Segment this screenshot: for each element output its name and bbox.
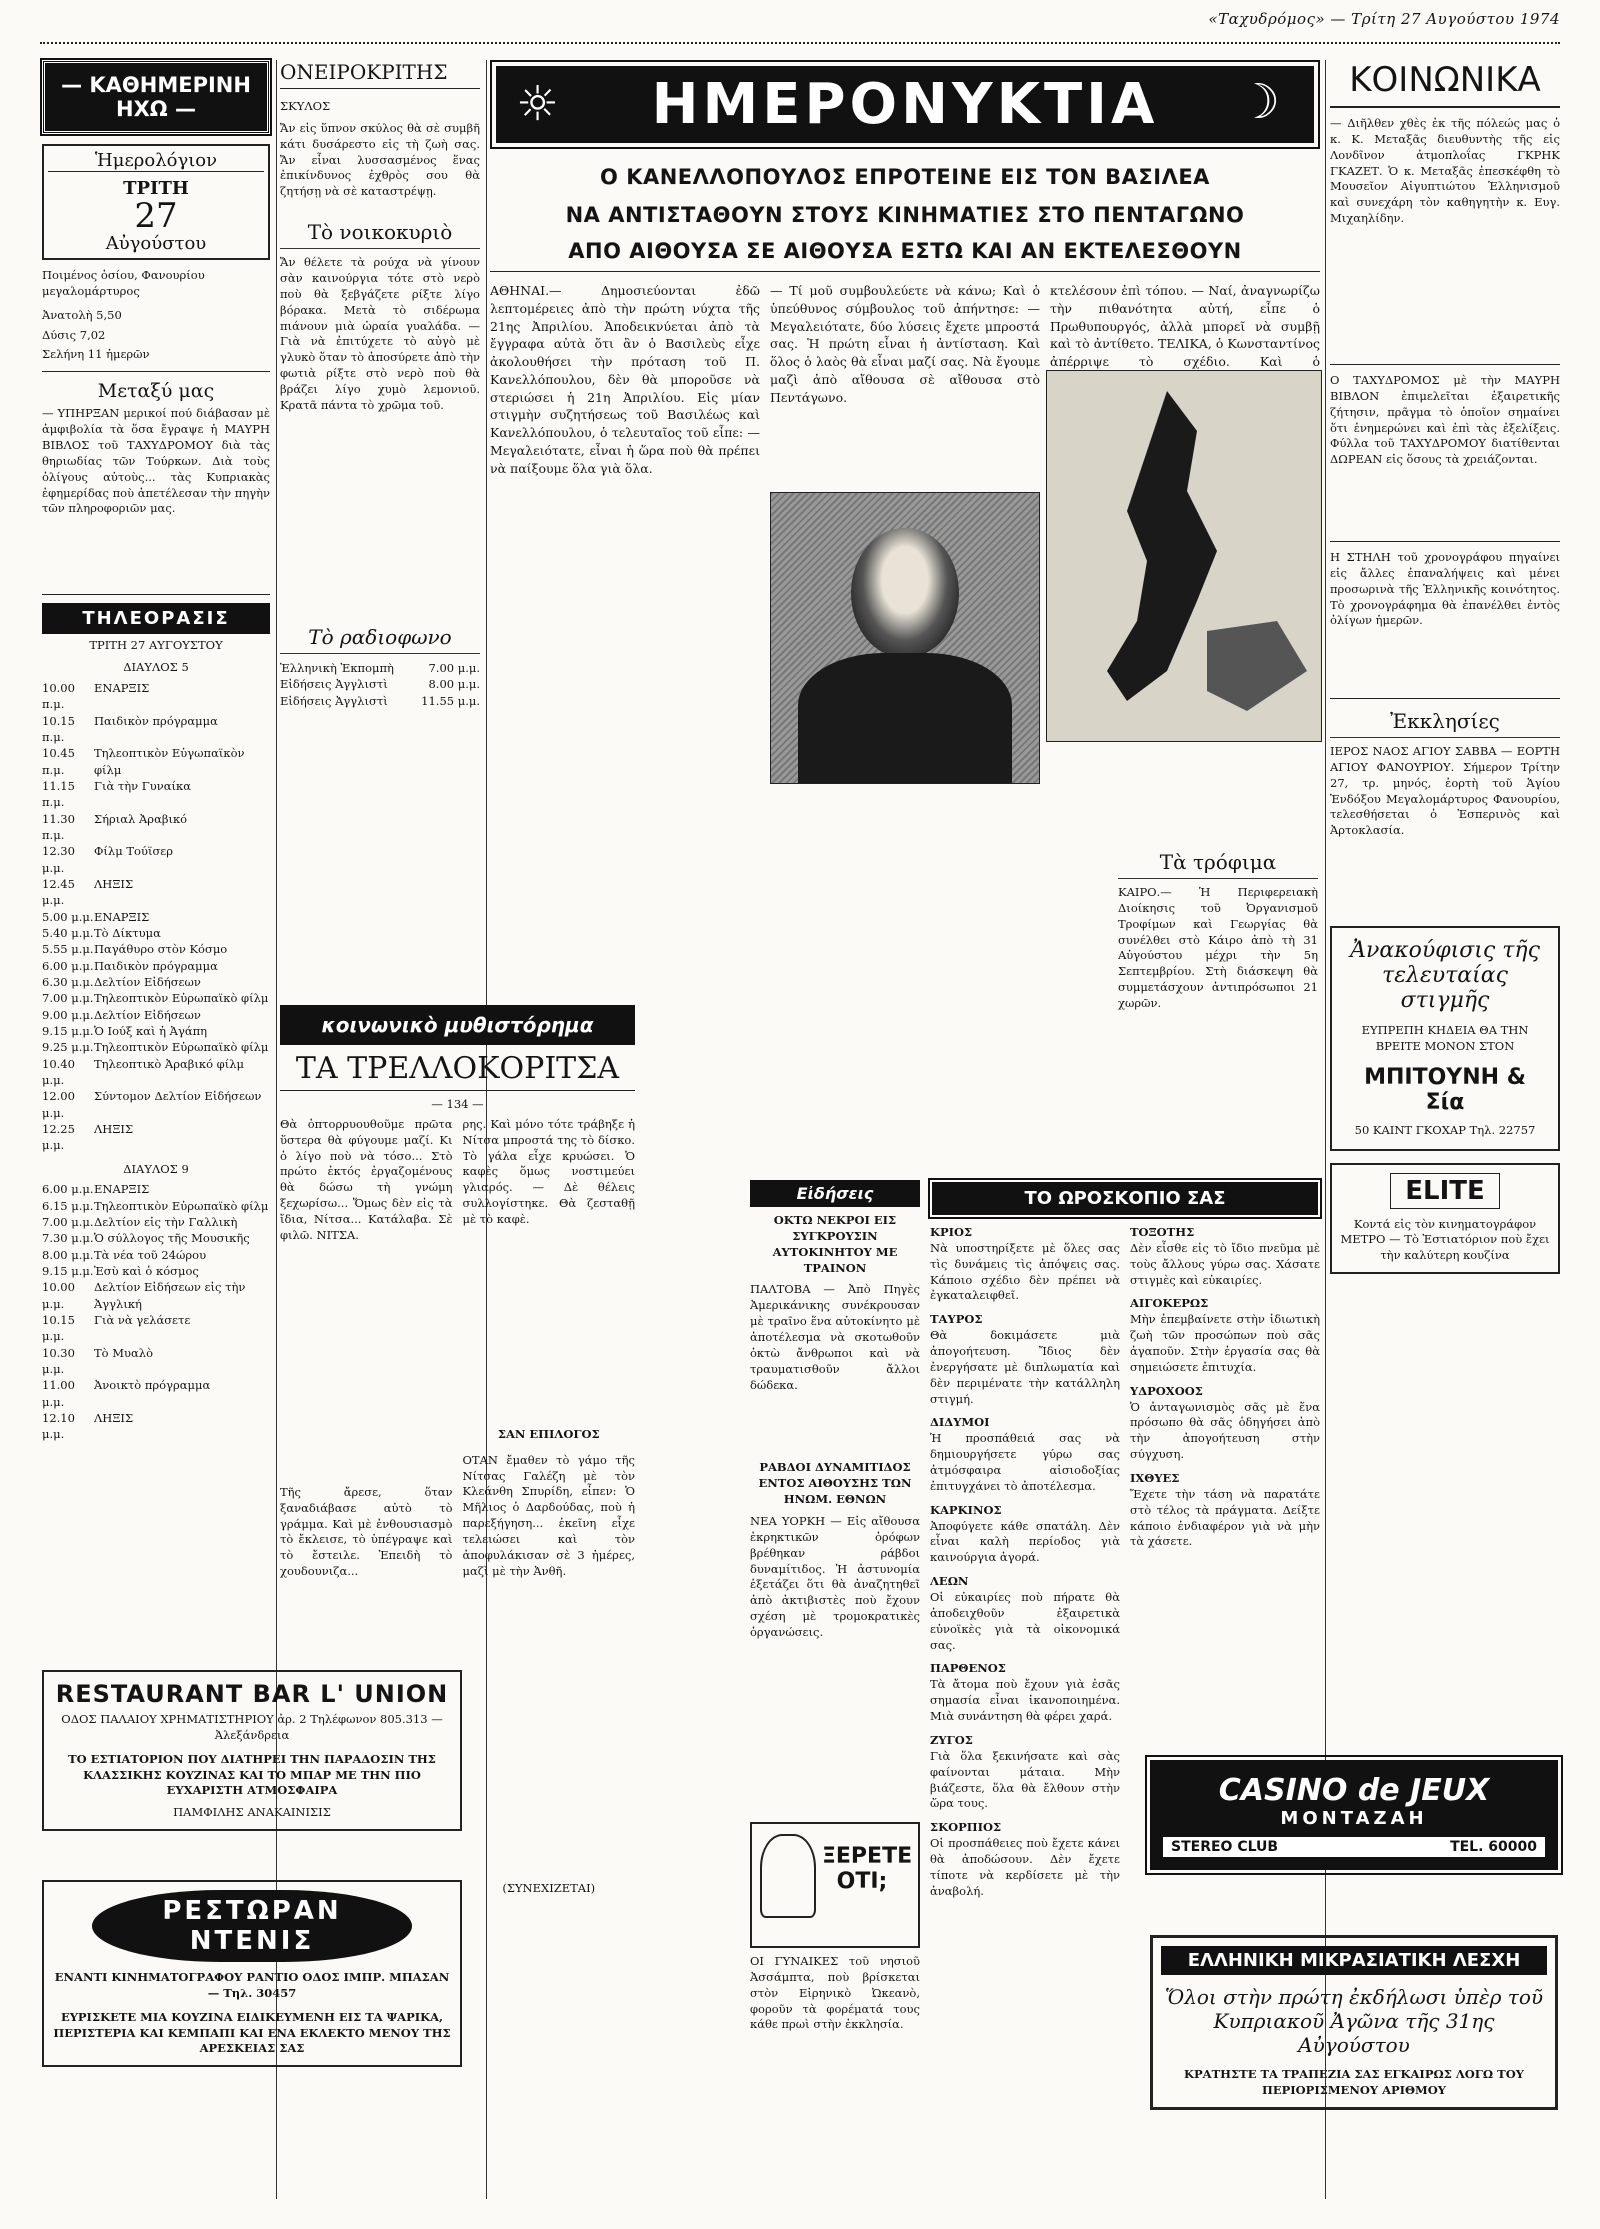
calendar-month: Αὐγούστου <box>105 233 207 254</box>
programme-time: 5.00 μ.μ. <box>42 909 94 924</box>
main-deck: Ο ΚΑΝΕΛΛΟΠΟΥΛΟΣ ΕΠΡΟΤΕΙΝΕ ΕΙΣ ΤΟΝ ΒΑΣΙΛΕΑ <box>600 165 1210 189</box>
radio-schedule <box>280 660 480 709</box>
koinonika-title: ΚΟΙΝΩΝΙΚΑ <box>1330 60 1560 108</box>
programme-title: Τὰ νέα τοῦ 24ώρου <box>94 1247 207 1262</box>
programme-time: 6.30 μ.μ. <box>42 974 94 989</box>
horoscope-sign <box>1130 1384 1320 1463</box>
programme-title: ΕΝΑΡΞΙΣ <box>94 1182 150 1197</box>
programme-time: 10.40 μ.μ. <box>42 1056 75 1087</box>
horoscope-sign-name: ΑΙΓΟΚΕΡΩΣ <box>1130 1296 1209 1311</box>
column-2 <box>280 60 480 709</box>
eidiseis-section <box>750 1180 920 2033</box>
tv-programme-row <box>42 1247 270 1263</box>
calendar-saints: Ποιμένος ὁσίου, Φανουρίου μεγαλομάρτυρος <box>42 268 205 298</box>
novel-epilogue-title: ΣΑΝ ΕΠΙΛΟΓΟΣ <box>497 1426 600 1441</box>
lesxi-text: Ὅλοι στὴν πρώτη ἐκδήλωσι ὑπὲρ τοῦ Κυπριακοῦ Ἀγῶνα τῆς 31ης Αὐγούστου <box>1164 1985 1544 2057</box>
ntenis-fish-logo: ΡΕΣΤΩΡΑΝ ΝΤΕΝΙΣ <box>92 1890 412 1962</box>
trofima-section <box>1118 840 1318 1115</box>
programme-title: Τηλεοπτικὸ Ἀραβικό φίλμ <box>94 1056 245 1071</box>
horoscope-sign-text: Οἱ εὐκαιρίες ποὺ πήρατε θὰ ἀποδειχθοῦν ἐξαιρετικὰ εὐνοϊκὲς γιὰ τὰ οἰκονομικά σας. <box>930 1590 1120 1652</box>
noikokyrio-title: Τὸ νοικοκυριὸ <box>280 218 480 249</box>
programme-title: Τηλεοπτικὸν Εὐγωπαϊκὸν φίλμ <box>94 746 245 777</box>
horoscope-sign-name: ΤΑΥΡΟΣ <box>930 1312 983 1327</box>
tv-programme-row <box>42 713 270 746</box>
column-4 <box>1330 60 1560 1274</box>
calendar-day: ΤΡΙΤΗ <box>123 178 189 199</box>
radio-title: Τὸ ραδιοφωνο <box>280 623 480 654</box>
radio-row <box>280 693 480 709</box>
tv-programme-row <box>42 1230 270 1246</box>
horoscope-sign <box>930 1820 1120 1899</box>
programme-time: 9.25 μ.μ. <box>42 1040 94 1055</box>
horoscope-sign-text: Θὰ δοκιμάσετε μιὰ ἀπογοήτευση. Ἴδιος δὲν ἐνεργήσατε μὲ διπλωματία καὶ δὲν περιμένατε τὴν κατάλληλη στιγμή. <box>930 1328 1120 1406</box>
horoscope-sign-text: Μὴν ἐπεμβαίνετε στὴν ἰδιωτικὴ ζωὴ τῶν προσώπων ποὺ σᾶς ἀγαποῦν. Στὴν ἐργασία σας θὰ σημειώσετε ἐπιτυχία. <box>1130 1312 1320 1374</box>
horoscope-col-left <box>930 1225 1120 1908</box>
programme-time: 12.00 μ.μ. <box>42 1089 75 1120</box>
hmeronyktia-title: ☼ ΗΜΕΡΟΝΥΚΤΙΑ ☽ <box>496 66 1314 143</box>
programme-title: Τηλεοπτικὸν Εὐρωπαϊκὸ φίλμ <box>94 1198 269 1213</box>
horoscope-sign <box>930 1415 1120 1494</box>
programme-title: Παιδικὸν πρόγραμμα <box>94 958 218 973</box>
tv-channel-9: ΔΙΑΥΛΟΣ 9 <box>123 1161 189 1176</box>
tv-programme-row <box>42 1181 270 1197</box>
column-rule <box>276 60 277 2199</box>
union-footer: ΠΑΜΦΙΛΗΣ ΑΝΑΚΑΙΝΙΣΙΣ <box>173 1805 331 1820</box>
ekklisies-text: ΙΕΡΟΣ ΝΑΟΣ ΑΓΙΟΥ ΣΑΒΒΑ — ΕΟΡΤΗ ΑΓΙΟΥ ΦΑΝΟΥΡΙΟΥ. Σήμερον Τρίτην 27, τρ. μηνός, ἑορτὴ τοῦ Ἁγίου Ἐνδόξου Μεγαλομάρτυρος Φανουρίου, τελεσθήσεται ὁ Ἑσπερινὸς καὶ Ἀρτοκλασία. <box>1330 744 1560 838</box>
horoscope-sign-text: Ἔχετε τὴν τάση νὰ παρατάτε στὸ τέλος τὰ πράγματα. Δείξτε κάποιο ἐνδιαφέρον γιὰ νὰ μὴν τὰ χάσετε. <box>1130 1486 1320 1549</box>
horoscope-sign-name: ΤΟΞΟΤΗΣ <box>1130 1225 1195 1239</box>
horoscope-sign-name: ΠΑΡΘΕΝΟΣ <box>930 1661 1006 1676</box>
programme-title: Δελτίον Εἰδήσεων εἰς τὴν Ἀγγλική <box>94 1280 246 1311</box>
programme-title: Ὁ Ιούξ καὶ ἡ Ἀγάπη <box>94 1023 208 1038</box>
programme-time: 7.00 μ.μ. <box>42 1215 94 1230</box>
horoscope-sign <box>930 1661 1120 1724</box>
tv-programme-5 <box>42 680 270 1154</box>
oneirokritis-title: ΟΝΕΙΡΟΚΡΙΤΗΣ <box>280 60 480 89</box>
sunrise: Ἀνατολὴ 5,50 <box>42 307 122 322</box>
divider <box>1330 541 1560 542</box>
mpitouni-name: ΜΠΙΤΟΥΝΗ & Σία <box>1364 1064 1526 1115</box>
horoscope-sign <box>930 1733 1120 1812</box>
koinonika-text-3: Η ΣΤΗΛΗ τοῦ χρονογράφου πηγαίνει εἰς ἄλλες ἐπαναλήψεις καὶ μένει προσωρινὰ τῆς Ἑλληνικῆς κοινότητος. Τὸ χρονογράφημα θὰ ἐπανέλθει ἐντὸς ὀλίγων ἡμερῶν. <box>1330 550 1560 628</box>
programme-title: ΛΗΞΙΣ <box>94 876 134 891</box>
programme-time: 10.15 π.μ. <box>42 713 75 744</box>
trofima-title: Τὰ τρόφιμα <box>1118 848 1318 879</box>
horoscope-sign-name: ΚΡΙΟΣ <box>930 1225 973 1239</box>
horoscope-sign <box>930 1312 1120 1407</box>
programme-title: Παιδικὸν πρόγραμμα <box>94 713 218 728</box>
radio-time: 11.55 μ.μ. <box>421 693 480 708</box>
novel-banner: κοινωνικὸ μυθιστόρημα <box>280 1005 635 1045</box>
radio-programme: Εἰδήσεις Ἀγγλιστὶ <box>280 677 388 692</box>
tv-programme-row <box>42 778 270 811</box>
tv-programme-row <box>42 1039 270 1055</box>
sunset: Δύσις 7,02 <box>42 327 106 342</box>
programme-time: 12.10 μ.μ. <box>42 1410 75 1442</box>
tv-programme-row <box>42 1263 270 1279</box>
programme-title: Ὁ σύλλογος τῆς Μουσικῆς <box>94 1231 250 1246</box>
programme-title: ΛΗΞΙΣ <box>94 1121 134 1136</box>
eidiseis-text-1: ΠΑΛΤΟΒΑ — Ἀπὸ Πηγὲς Ἀμερικάνικης συνέκρουσαν μὲ τραῖνο ἕνα αὐτοκίνητο μὲ ἀποτέλεσμα νὰ σκοτωθοῦν ὀκτὼ ἄνθρωποι καὶ νὰ τραυματισθοῦν ἄλλοι δώδεκα. <box>750 1282 920 1392</box>
horoscope-sign-name: ΛΕΩΝ <box>930 1574 969 1589</box>
divider <box>1330 364 1560 365</box>
casino-name: CASINO de JEUX <box>1218 1773 1490 1808</box>
divider <box>42 594 270 595</box>
map-figure <box>1046 370 1322 742</box>
union-address: ΟΔΟΣ ΠΑΛΑΙΟΥ ΧΡΗΜΑΤΙΣΤΗΡΙΟΥ ἀρ. 2 Τηλέφωνον 805.313 — Ἀλεξάνδρεια <box>61 1712 443 1742</box>
programme-title: Δελτίον Εἰδήσεων <box>94 974 201 989</box>
programme-time: 11.30 π.μ. <box>42 811 75 842</box>
tv-programme-row <box>42 1377 270 1410</box>
tv-programme-row <box>42 843 270 876</box>
eidiseis-headline-1: ΟΚΤΩ ΝΕΚΡΟΙ ΕΙΣ ΣΥΓΚΡΟΥΣΙΝ ΑΥΤΟΚΙΝΗΤΟΥ ΜΕ ΤΡΑΙΝΟΝ <box>772 1213 898 1275</box>
horoscope-sign <box>1130 1471 1320 1550</box>
programme-time: 9.00 μ.μ. <box>42 1007 94 1022</box>
horoscope-sign-name: ΚΑΡΚΙΝΟΣ <box>930 1502 1002 1517</box>
horoscope-sign-text: Ἡ προσπάθειά σας νὰ δημιουργήσετε γύρω σας ἀτμόσφαιρα αἰσιοδοξίας ἐπιτυγχάνει τὸ ἀποτέλεσμα. <box>930 1431 1120 1493</box>
mpitouni-title: Ἀνακούφισις τῆς τελευταίας στιγμῆς <box>1350 938 1540 1013</box>
tv-programme-row <box>42 1198 270 1214</box>
programme-title: Παγάθυρο στὸν Κόσμο <box>94 942 228 957</box>
koinonika-text-2: Ο ΤΑΧΥΔΡΟΜΟΣ μὲ τὴν ΜΑΥΡΗ ΒΙΒΛΟΝ ἐπιμελεῖται ἐξαιρετικῆς ζήτησιν, πρᾶγμα τὸ ὁποῖον σημαίνει ὅτι ἐνημερώνει καὶ ἐπὶ τὰς ἐξελίξεις. Φύλλα τοῦ ΤΑΧΥΔΡΟΜΟΥ διατίθενται ΔΩΡΕΑΝ εἰς ὅσους τὰ χρειάζονται. <box>1330 373 1560 467</box>
trofima-text: ΚΑΙΡΟ.— Ἡ Περιφερειακὴ Διοίκησις τοῦ Ὀργανισμοῦ Τροφίμων καὶ Γεωργίας θὰ συνέλθει στὸ Κάιρο ἀπὸ τὴ 31 Αὐγούστου μέχρι τὴν 5η Σεπτεμβρίου. Στὴ διάσκεψη θὰ συμμετάσχουν ἀντιπρόσωποι 21 χωρῶν. <box>1118 885 1318 1011</box>
eidiseis-banner: Εἰδήσεις <box>750 1180 920 1207</box>
calendar-title: Ἡμερολόγιον <box>48 150 264 172</box>
tv-programme-row <box>42 909 270 925</box>
koinonika-text-1: — Διῆλθεν χθὲς ἐκ τῆς πόλεώς μας ὁ κ. Κ. Μεταξᾶς διευθυντὴς τῆς εἰς Λονδῖνον ἀτμοπλοΐας ΓΚΡΗΚ ΓΚΑΖΕΤ. Ὁ κ. Μεταξᾶς ἐπεσκέφθη τὸ Μουσεῖον Αἰγυπτιώτου Ἑλληνισμοῦ καὶ συνεχάρη τὸν καθηγητὴν κ. Ευγ. Μιχαηλίδην. <box>1330 116 1560 226</box>
programme-time: 6.15 μ.μ. <box>42 1198 94 1213</box>
tv-programme-row <box>42 958 270 974</box>
programme-time: 9.15 μ.μ. <box>42 1023 94 1038</box>
radio-programme: Ἐλληνικὴ Ἐκπομπὴ <box>280 661 394 676</box>
novel-text: ρης. Καὶ μόνο τότε τράβηξε ἡ Νίτσα μπροστά της τὸ δίσκο. Τὸ γάλα εἶχε κρυώσει. Ὁ καφὲς ὅμως νοστιμεύει γλιαρός. — Δὲ θέλεις συλλογίστηκε. Θὰ ζεσταθῇ μὲ τὸ καφὲ. <box>462 1116 635 1227</box>
horoscope-sign <box>1130 1225 1320 1288</box>
elite-name: ELITE <box>1390 1173 1500 1209</box>
main-article-col-2: — Τί μοῦ συμβουλεύετε νὰ κάνω; Καὶ ὁ ὑπεύθυνος σύμβουλος τοῦ ἀπήντησε: — Μεγαλειότατε, δύο λύσεις ἔχετε μπροστά σας. Ἡ πρώτη εἶναι ἡ ἀντίσταση. Καὶ ὅλος ὁ λαὸς θὰ εἶναι μαζί σας. Νὰ ἔγουμε μαζὶ ἀπὸ αἴθουσα σὲ αἴθουσα στὸ Πεντάγωνο. <box>770 283 1040 405</box>
oneirokritis-sub: ΣΚΥΛΟΣ <box>280 99 331 113</box>
horoscope-sign-text: Οἱ προσπάθειες ποὺ ἔχετε κάνει θὰ ἀποδώσουν. Δὲν ἔχετε τίποτε νὰ κερδίσετε μὲ τὴν ἀναβολή. <box>930 1836 1120 1898</box>
elite-text: Κοντά εἰς τὸν κινηματογράφον ΜΕΤΡΟ — Τὸ Ἑστιατόριον ποὺ ἔχει τὴν καλύτερη κουζίνα <box>1340 1216 1550 1263</box>
programme-time: 12.30 μ.μ. <box>42 844 75 875</box>
horoscope-sign-name: ΣΚΟΡΠΙΟΣ <box>930 1820 1002 1835</box>
moon: Σελήνη 11 ἡμερῶν <box>42 347 150 362</box>
radio-row <box>280 660 480 676</box>
programme-time: 5.40 μ.μ. <box>42 925 94 940</box>
column-1 <box>42 60 270 1443</box>
programme-title: Τηλεοπτικὸν Εὐρωπαϊκὸ φίλμ <box>94 1040 269 1055</box>
programme-time: 12.45 μ.μ. <box>42 876 75 908</box>
cartoon-figure-icon <box>760 1834 816 1918</box>
xerete-oti-box <box>750 1822 920 1948</box>
radio-programme: Εἰδήσεις Ἀγγλιστὶ <box>280 693 388 708</box>
tv-programme-row <box>42 1312 270 1345</box>
programme-title: Σήριαλ Ἀραβικό <box>94 811 188 826</box>
lesxi-ad <box>1150 1935 1558 2110</box>
tv-programme-row <box>42 1279 270 1312</box>
horoscope-sign-name: ΥΔΡΟΧΟΟΣ <box>1130 1383 1203 1398</box>
tv-programme-row <box>42 876 270 909</box>
casino-place: MONTAZAH <box>1280 1808 1428 1829</box>
tv-programme-row <box>42 1056 270 1089</box>
tv-programme-row <box>42 1345 270 1378</box>
mpitouni-sub: ΕΥΠΡΕΠΗ ΚΗΔΕΙΑ ΘΑ ΤΗΝ ΒΡΕΙΤΕ ΜΟΝΟΝ ΣΤΟΝ <box>1361 1023 1529 1053</box>
programme-time: 6.00 μ.μ. <box>42 1182 94 1197</box>
tv-title: ΤΗΛΕΟΡΑΣΙΣ <box>42 603 270 634</box>
novel-text: ΟΤΑΝ ἔμαθεν τὸ γάμο τῆς Νίτσας Γαλέζη μὲ τὸν Κλεάνθη Σπυρίδη, εἶπεν: Ὁ Μῆλιος ὁ Δαρδούδας, ποὺ ἡ παρεξήγηση... ἐκεῖνη εἶχε τελειώσει καὶ τὸν ἀποφυλάκισαν σὲ 3 ἡμέρες, μαζὶ μὲ τὴν Ἀνθῆ. <box>462 1452 635 1578</box>
union-name: RESTAURANT BAR L' UNION <box>55 1680 449 1708</box>
programme-time: 10.00 μ.μ. <box>42 1280 75 1311</box>
horoscope-sign <box>1130 1296 1320 1375</box>
casino-ad <box>1150 1760 1558 1870</box>
metaxy-text: — ΥΠΗΡΞΑΝ μερικοί πού διάβασαν μὲ ἀμφιβολία τὰ ὅσα ἔγραψε ἡ ΜΑΥΡΗ ΒΙΒΛΟΣ τοῦ ΤΑΧΥΔΡΟΜΟΥ διὰ τὰς θηριωδίας τῶν Τούρκων. Διὰ τοὺς ὀλίγους αὐτοὺς... τὰς Κυπριακὰς ἐφημερίδας ποὺ ἀπετέλεσαν τὴν πηγὴν τῶν πληροφοριῶν μας. <box>42 406 270 516</box>
programme-time: 12.25 μ.μ. <box>42 1121 75 1153</box>
tv-channel-5: ΔΙΑΥΛΟΣ 5 <box>123 660 189 675</box>
mpitouni-ad <box>1330 926 1560 1151</box>
main-headline-1: ΝΑ ΑΝΤΙΣΤΑΘΟΥΝ ΣΤΟΥΣ ΚΙΝΗΜΑΤΙΕΣ ΣΤΟ ΠΕΝΤΑΓΩΝΟ <box>565 203 1245 227</box>
tv-programme-row <box>42 680 270 713</box>
programme-title: Τὸ Δίκτυμα <box>94 925 161 940</box>
horoscope-sign-text: Ἀποφύγετε κάθε σπατάλη. Δὲν εἶναι καλὴ περίοδος γιὰ καινούργια ἀγορά. <box>930 1518 1120 1565</box>
ntenis-address: ΕΝΑΝΤΙ ΚΙΝΗΜΑΤΟΓΡΑΦΟΥ ΡΑΝΤΙΟ ΟΔΟΣ ΙΜΠΡ. ΜΠΑΣΑΝ — Τηλ. 30457 <box>54 1970 450 2000</box>
casino-tel: TEL. 60000 <box>1450 1839 1537 1855</box>
radio-row <box>280 676 480 692</box>
programme-time: 11.00 μ.μ. <box>42 1378 75 1409</box>
column-rule <box>1325 60 1326 2199</box>
programme-title: Φίλμ Τούϊσερ <box>94 844 174 859</box>
kanellopoulos-photo <box>770 492 1040 784</box>
horoscope-sign <box>930 1574 1120 1653</box>
horoscope-sign-text: Ὁ ἀνταγωνισμὸς σᾶς μὲ ἕνα πρόσωπο θὰ σᾶς ὁδηγήσει ἀπὸ τὴν ἀπογοήτευση στὴν σύγχυση. <box>1130 1399 1320 1462</box>
moon-icon: ☽ <box>1236 74 1284 130</box>
programme-time: 6.00 μ.μ. <box>42 958 94 973</box>
horoscope-sign-name: ΔΙΔΥΜΟΙ <box>930 1415 990 1430</box>
programme-title: ΛΗΞΙΣ <box>94 1410 134 1425</box>
horoscope-sign <box>930 1503 1120 1566</box>
ntenis-text: ΕΥΡΙΣΚΕΤΕ ΜΙΑ ΚΟΥΖΙΝΑ ΕΙΔΙΚΕΥΜΕΝΗ ΕΙΣ ΤΑ ΨΑΡΙΚΑ, ΠΕΡΙΣΤΕΡΙΑ ΚΑΙ ΚΕΜΠΑΠΙ ΚΑΙ ΕΝΑ ΕΚΛΕΚΤΟ ΜΕΝΟΥ ΤΗΣ ΑΡΕΣΚΕΙΑΣ ΣΑΣ <box>53 2009 451 2056</box>
metaxy-title: Μεταξύ μας <box>97 380 215 403</box>
programme-time: 10.15 μ.μ. <box>42 1313 75 1344</box>
divider <box>1330 698 1560 699</box>
tv-programme-row <box>42 925 270 941</box>
elite-ad <box>1330 1163 1560 1275</box>
horoscope-sign <box>930 1225 1120 1304</box>
tv-date: ΤΡΙΤΗ 27 ΑΥΓΟΥΣΤΟΥ <box>89 638 223 653</box>
programme-title: Δελτίον εἰς τὴν Γαλλικὴ <box>94 1215 238 1230</box>
programme-title: Σύντομον Δελτίον Εἰδήσεων <box>94 1089 262 1104</box>
horoscope-title: ΤΟ ΩΡΟΣΚΟΠΙΟ ΣΑΣ <box>930 1180 1320 1217</box>
tv-programme-row <box>42 974 270 990</box>
programme-time: 11.15 π.μ. <box>42 778 75 810</box>
horoscope-sign-text: Γιὰ ὅλα ξεκινήσατε καὶ σὰς φαίνονται μάταια. Μὴν βιάζεστε, ὅλα θὰ ἔλθουν στὴν ὥρα τους. <box>930 1748 1120 1811</box>
programme-title: Τὸ Μυαλὸ <box>94 1345 153 1360</box>
eidiseis-text-3: ΟΙ ΓΥΝΑΙΚΕΣ τοῦ νησιοῦ Ἀσσάμπτα, ποὺ βρίσκεται στὸν Εἰρηνικὸ Ὠκεανὸ, φοροῦν τὰ φορέματά τους κάθε πρωὶ στὴν ἐκκλησία. <box>750 1954 920 2032</box>
lesxi-name: ΕΛΛΗΝΙΚΗ ΜΙΚΡΑΣΙΑΤΙΚΗ ΛΕΣΧΗ <box>1161 1946 1547 1975</box>
tv-programme-row <box>42 1007 270 1023</box>
kathimerini-banner: — ΚΑΘΗΜΕΡΙΝΗ ΗΧΩ — <box>42 60 270 134</box>
ekklisies-title: Ἐκκλησίες <box>1330 707 1560 738</box>
tv-programme-row <box>42 1214 270 1230</box>
programme-time: 7.30 μ.μ. <box>42 1231 94 1246</box>
horoscope-sign-name: ΙΧΘΥΕΣ <box>1130 1471 1180 1486</box>
tv-programme-row <box>42 1121 270 1154</box>
mpitouni-address: 50 ΚΑΙΝΤ ΓΚΟΧΑΡ Τηλ. 22757 <box>1354 1122 1536 1137</box>
oneirokritis-text: Ἄν εἰς ὕπνον σκύλος θὰ σὲ συμβῆ κάτι δυσάρεστο εἰς τὴ ζωὴ σας. Ἄν εἶναι λυσσασμένος ἕνας ἐπικίνδυνος ἐχθρὸς σου θὰ ζητήσῃ νὰ σὲ καταστρέψῃ. <box>280 120 480 199</box>
ntenis-ad <box>42 1880 462 2067</box>
tv-programme-row <box>42 1023 270 1039</box>
horoscope-sign-name: ΖΥΓΟΣ <box>930 1732 973 1747</box>
eidiseis-text-2: ΝΕΑ ΥΟΡΚΗ — Εἰς αἴθουσα ἐκρηκτικῶν ὀρόφων βρέθηκαν ράβδοι δυναμίτιδος. Ἡ ἀστυνομία ἐξετάζει ὅτι θὰ ἀναζητηθεῖ ἀπὸ ἀκτιβιστὲς ποὺ ἔχουν σχέση μὲ τρομοκρατικὲς ὀργανώσεις. <box>750 1514 920 1640</box>
novel-title: ΤΑ ΤΡΕΛΛΟΚΟΡΙΤΣΑ <box>280 1051 635 1091</box>
hmeronyktia-masthead <box>490 60 1320 149</box>
radio-time: 7.00 μ.μ. <box>428 661 480 676</box>
calendar-date: 27 <box>134 196 178 236</box>
novel-text: Τῆς ἄρεσε, ὅταν ξαναδιάβασε αὐτὸ τὸ γράμμα. Καὶ μὲ ἐνθουσιασμὸ τὸ ἔκλεισε, τὸ ὑπέγραψε καὶ τὸ ἔστειλε. Ἐπειδὴ τὸ χουδουνιζα... <box>280 1484 453 1579</box>
novel-continues: (ΣΥΝΕΧΙΖΕΤΑΙ) <box>502 1880 596 1895</box>
tv-programme-row <box>42 941 270 957</box>
horoscope-sign-text: Δὲν εἶσθε εἰς τὸ ἴδιο πνεῦμα μὲ τοὺς ἄλλους γύρω σας. Χάσατε στιγμὲς καὶ εὐκαιρίες. <box>1130 1240 1320 1287</box>
main-headline-2: ΑΠΟ ΑΙΘΟΥΣΑ ΣΕ ΑΙΘΟΥΣΑ ΕΣΤΩ ΚΑΙ ΑΝ ΕΚΤΕΛΕΣΘΟΥΝ <box>490 239 1320 272</box>
tv-programme-row <box>42 745 270 778</box>
running-header: «Ταχυδρόμος» — Τρίτη 27 Αυγούστου 1974 <box>1208 10 1560 28</box>
main-article-col-3: κτελέσουν ἐπὶ τόπου. — Ναί, ἀναγνωρίζω τὴν πιθανότητα αὐτή, εἶπε ὁ Πρωθυπουργός, ἀλλὰ μπορεῖ νὰ συμβῇ καὶ τὸ ἀντίθετο. ΤΕΛΙΚΑ, ὁ Κωνσταντίνος ἀπέρριψε τὸ σχέδιο. Καὶ ὁ <box>1050 283 1320 369</box>
casino-club: STEREO CLUB <box>1171 1839 1279 1855</box>
union-text: ΤΟ ΕΣΤΙΑΤΟΡΙΟΝ ΠΟΥ ΔΙΑΤΗΡΕΙ ΤΗΝ ΠΑΡΑΔΟΣΙΝ ΤΗΣ ΚΛΑΣΣΙΚΗΣ ΚΟΥΖΙΝΑΣ ΚΑΙ ΤΟ ΜΠΑΡ ΜΕ ΤΗΝ ΠΙΟ ΕΥΧΑΡΙΣΤΗ ΑΤΜΟΣΦΑΙΡΑ <box>68 1751 436 1798</box>
programme-time: 10.45 π.μ. <box>42 746 75 777</box>
programme-title: Δελτίον Εἰδήσεων <box>94 1007 201 1022</box>
programme-time: 8.00 μ.μ. <box>42 1247 94 1262</box>
programme-time: 10.00 π.μ. <box>42 681 75 712</box>
sun-icon: ☼ <box>516 76 564 132</box>
tv-programme-9 <box>42 1181 270 1442</box>
tv-programme-row <box>42 811 270 844</box>
programme-title: ΕΝΑΡΞΙΣ <box>94 681 150 696</box>
programme-time: 5.55 μ.μ. <box>42 942 94 957</box>
programme-title: ΕΝΑΡΞΙΣ <box>94 909 150 924</box>
programme-time: 9.15 μ.μ. <box>42 1264 94 1279</box>
union-ad <box>42 1670 462 1831</box>
tv-programme-row <box>42 1410 270 1443</box>
programme-title: Ἀνοικτὸ πρόγραμμα <box>94 1378 211 1393</box>
programme-title: Γιὰ τὴν Γυναίκα <box>94 778 191 793</box>
noikokyrio-text: Ἄν θέλετε τὰ ρούχα νὰ γίνουν σὰν καινούργια τότε στὸ νερὸ ποὺ θὰ ξεβγάζετε ρίξτε λίγο βόρακα. Μετὰ τὸ σιδέρωμα πιάνουν μιὰ ὡραία γυαλάδα. — Γιὰ νὰ ἐπιτύχετε τὸ αὐγὸ μὲ γλυκὸ ὅταν τὸ ἀποσύρετε ἀπὸ τὴν φωτιὰ ρίξτε στὸ νερὸ ποὺ θὰ βράζει λίγο χυμὸ λεμονιοῦ. Κρατᾶ πάντα τὸ χρῶμα τοῦ. <box>280 255 480 412</box>
divider <box>42 371 270 372</box>
top-rule <box>40 42 1560 44</box>
radio-time: 8.00 μ.μ. <box>428 677 480 692</box>
programme-time: 10.30 μ.μ. <box>42 1345 75 1376</box>
programme-title: Γιὰ νὰ γελάσετε <box>94 1313 191 1328</box>
eidiseis-headline-2: ΡΑΒΔΟΙ ΔΥΝΑΜΙΤΙΔΟΣ ΕΝΤΟΣ ΑΙΘΟΥΣΗΣ ΤΩΝ ΗΝΩΜ. ΕΘΝΩΝ <box>758 1460 912 1507</box>
lesxi-footer: ΚΡΑΤΗΣΤΕ ΤΑ ΤΡΑΠΕΖΙΑ ΣΑΣ ΕΓΚΑΙΡΩΣ ΛΟΓΩ ΤΟΥ ΠΕΡΙΟΡΙΣΜΕΝΟΥ ΑΡΙΘΜΟΥ <box>1184 2067 1524 2097</box>
programme-title: Τηλεοπτικὸν Εὐρωπαϊκὸ φίλμ <box>94 991 269 1006</box>
xerete-oti-caption: ΞΕΡΕΤΕ ΟΤΙ; <box>822 1844 913 1895</box>
main-article-col-1: ΑΘΗΝΑΙ.— Δημοσιεύονται ἐδῶ λεπτομέρειες ἀπὸ τὴν πρώτη νύχτα τῆς 21ης Ἀπριλίου. Ἀποδεικνύεται ἀπὸ τὰ ἔγγραφα αὐτὰ ὅτι ἂν ὁ Βασιλεὺς εἶχε ἀκολουθήσει τὴν πρόταση τοῦ Π. Κανελλόπουλου, δὲν θὰ μποροῦσε νὰ στεριώσει ἡ 21η Ἀπριλίου. Εἰς μίαν στιγμὴν συζητήσεως τοῦ Βασιλέως καὶ Κανελλόπουλου, ὁ τελευταῖος τοῦ εἶπε: — Μεγαλειότατε, εἶναι ἡ ὥρα ποὺ θὰ πρέπει νὰ παίξουμε ὅλα γιὰ ὅλα. <box>490 283 760 476</box>
novel-text: Θὰ ὁπτορρυουθοῦμε πρῶτα ὕστερα θὰ φύγουμε μαζί. Κι ὁ λίγο ποὺ νὰ τόσο... Στὸ πρώτο ἐκτός ἐργαζομένους θὰ δώσω τὴ γνώμη ξεχωρίσω... Ὅμως δὲν εἰς τὰ ἴδια, Νίτσα... Κατάλαβα. Σὲ φιλῶ. ΝΙΤΣΑ. <box>280 1116 453 1242</box>
tv-programme-row <box>42 990 270 1006</box>
programme-time: 7.00 μ.μ. <box>42 991 94 1006</box>
horoscope-sign-text: Τὰ ἄτομα ποὺ ἔχουν γιὰ ἐσᾶς σημασία εἶναι ἱκανοποιημένα. Μιὰ συνάντηση θὰ φέρει χαρά. <box>930 1677 1120 1724</box>
calendar-box <box>42 144 270 260</box>
tv-programme-row <box>42 1088 270 1121</box>
programme-title: Ἐσὺ καὶ ὁ κόσμος <box>94 1264 199 1279</box>
horoscope-sign-text: Νὰ υποστηρίξετε μὲ ὅλες σας τὶς δυνάμεις τὶς ἀπόψεις σας. Κάποιο σχέδιο δὲν πρέπει νὰ ἐγκαταλειφθεῖ. <box>930 1240 1120 1303</box>
novel-instalment: — 134 — <box>431 1097 484 1111</box>
